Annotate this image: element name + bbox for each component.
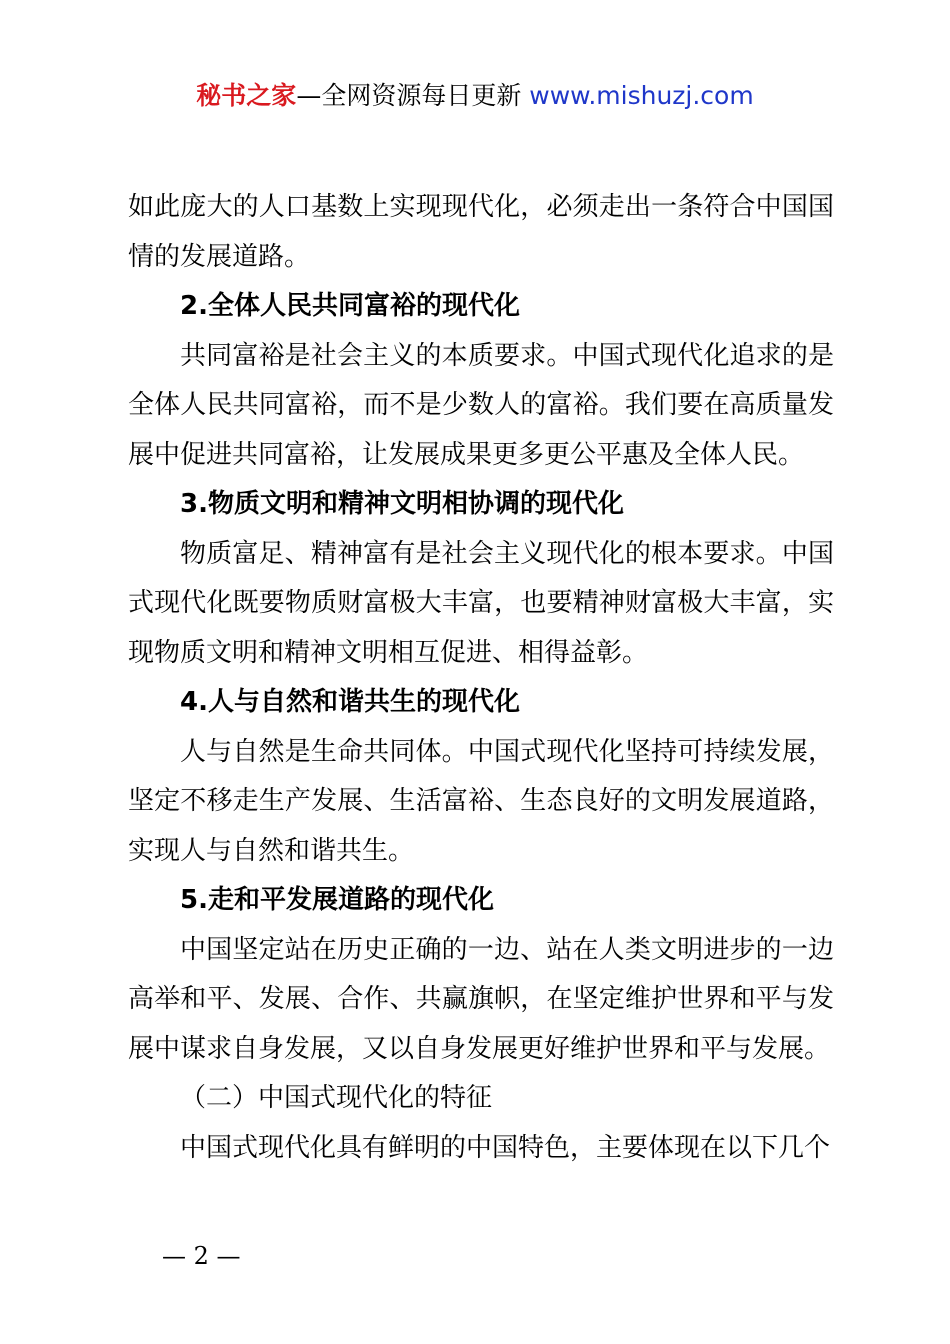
site-tagline: —全网资源每日更新 bbox=[296, 81, 522, 110]
section-heading: 4.人与自然和谐共生的现代化 bbox=[180, 687, 520, 717]
paragraph: 人与自然是生命共同体。中国式现代化坚持可持续发展，坚定不移走生产发展、生活富裕、生态良好的文明发展道路，实现人与自然和谐共生。 bbox=[128, 736, 834, 866]
section-heading: 3.物质文明和精神文明相协调的现代化 bbox=[180, 489, 624, 519]
document-body bbox=[128, 183, 834, 1173]
paragraph: 中国坚定站在历史正确的一边、站在人类文明进步的一边高举和平、发展、合作、共赢旗帜，在坚定维护世界和平与发展中谋求自身发展，又以自身发展更好维护世界和平与发展。 bbox=[128, 934, 834, 1064]
page-header bbox=[0, 80, 950, 112]
paragraph-continuation: 如此庞大的人口基数上实现现代化，必须走出一条符合中国国情的发展道路。 bbox=[128, 192, 834, 272]
section-heading: 5.走和平发展道路的现代化 bbox=[180, 885, 494, 915]
paragraph: 共同富裕是社会主义的本质要求。中国式现代化追求的是全体人民共同富裕，而不是少数人的富裕。我们要在高质量发展中促进共同富裕，让发展成果更多更公平惠及全体人民。 bbox=[128, 340, 834, 470]
site-brand: 秘书之家 bbox=[196, 81, 297, 110]
paragraph: 中国式现代化具有鲜明的中国特色，主要体现在以下几个 bbox=[180, 1132, 831, 1163]
section-heading: 2.全体人民共同富裕的现代化 bbox=[180, 291, 520, 321]
subsection-heading: （二）中国式现代化的特征 bbox=[180, 1083, 493, 1113]
paragraph: 物质富足、精神富有是社会主义现代化的根本要求。中国式现代化既要物质财富极大丰富，也要精神财富极大丰富，实现物质文明和精神文明相互促进、相得益彰。 bbox=[128, 538, 834, 668]
page-number: — 2 — bbox=[162, 1242, 241, 1270]
site-url-link[interactable]: www.mishuzj.com bbox=[529, 81, 754, 110]
